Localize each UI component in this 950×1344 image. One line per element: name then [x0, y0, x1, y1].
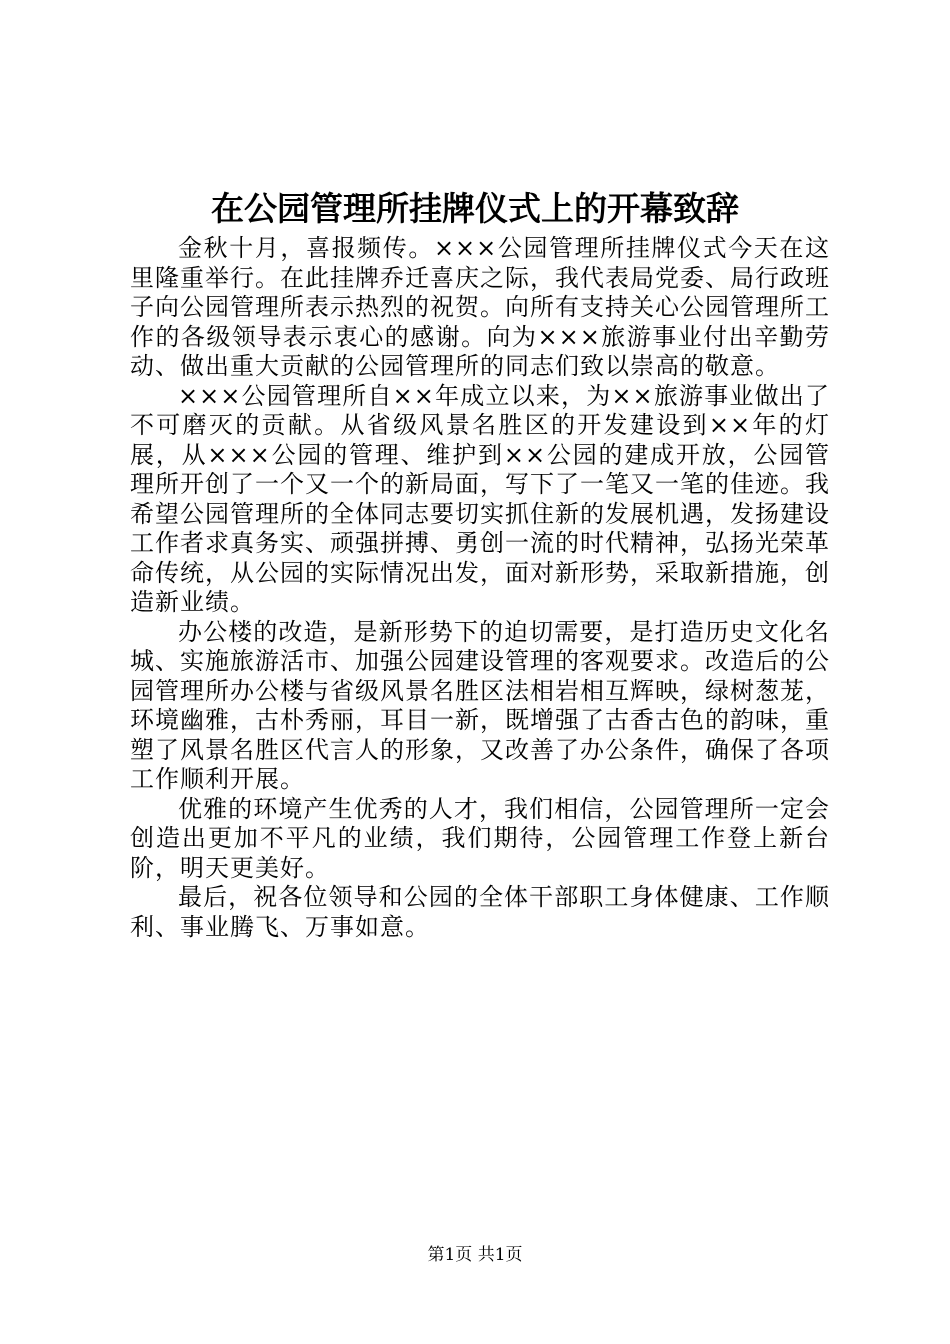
document-title: 在公园管理所挂牌仪式上的开幕致辞 — [211, 189, 739, 228]
paragraph-2: ×××公园管理所自××年成立以来，为××旅游事业做出了不可磨灭的贡献。从省级风景名胜区的开发建设到××年的灯展，从×××公园的管理、维护到××公园的建成开放，公园管理所开创了一个又一个的新局面，写下了一笔又一笔的佳迹。我希望公园管理所的全体同志要切实抓住新的发展机遇，发扬建设工作者求真务实、顽强拼搏、勇创一流的时代精神，弘扬光荣革命传统，从公园的实际情况出发，面对新形势，采取新措施，创造新业绩。 — [130, 381, 830, 616]
paragraph-5: 最后，祝各位领导和公园的全体干部职工身体健康、工作顺利、事业腾飞、万事如意。 — [130, 883, 830, 941]
paragraph-1: 金秋十月，喜报频传。×××公园管理所挂牌仪式今天在这里隆重举行。在此挂牌乔迁喜庆之际，我代表局党委、局行政班子向公园管理所表示热烈的祝贺。向所有支持关心公园管理所工作的各级领导表示衷心的感谢。向为×××旅游事业付出辛勤劳动、做出重大贡献的公园管理所的同志们致以崇高的敬意。 — [130, 234, 830, 380]
paragraph-4: 优雅的环境产生优秀的人才，我们相信，公园管理所一定会创造出更加不平凡的业绩，我们期待，公园管理工作登上新台阶，明天更美好。 — [130, 794, 830, 882]
document-body — [130, 234, 830, 942]
paragraph-3: 办公楼的改造，是新形势下的迫切需要，是打造历史文化名城、实施旅游活市、加强公园建设管理的客观要求。改造后的公园管理所办公楼与省级风景名胜区法相岩相互辉映，绿树葱茏，环境幽雅，古朴秀丽，耳目一新，既增强了古香古色的韵味，重塑了风景名胜区代言人的形象，又改善了办公条件，确保了各项工作顺利开展。 — [130, 617, 830, 793]
page-number-footer: 第1页 共1页 — [427, 1245, 523, 1265]
